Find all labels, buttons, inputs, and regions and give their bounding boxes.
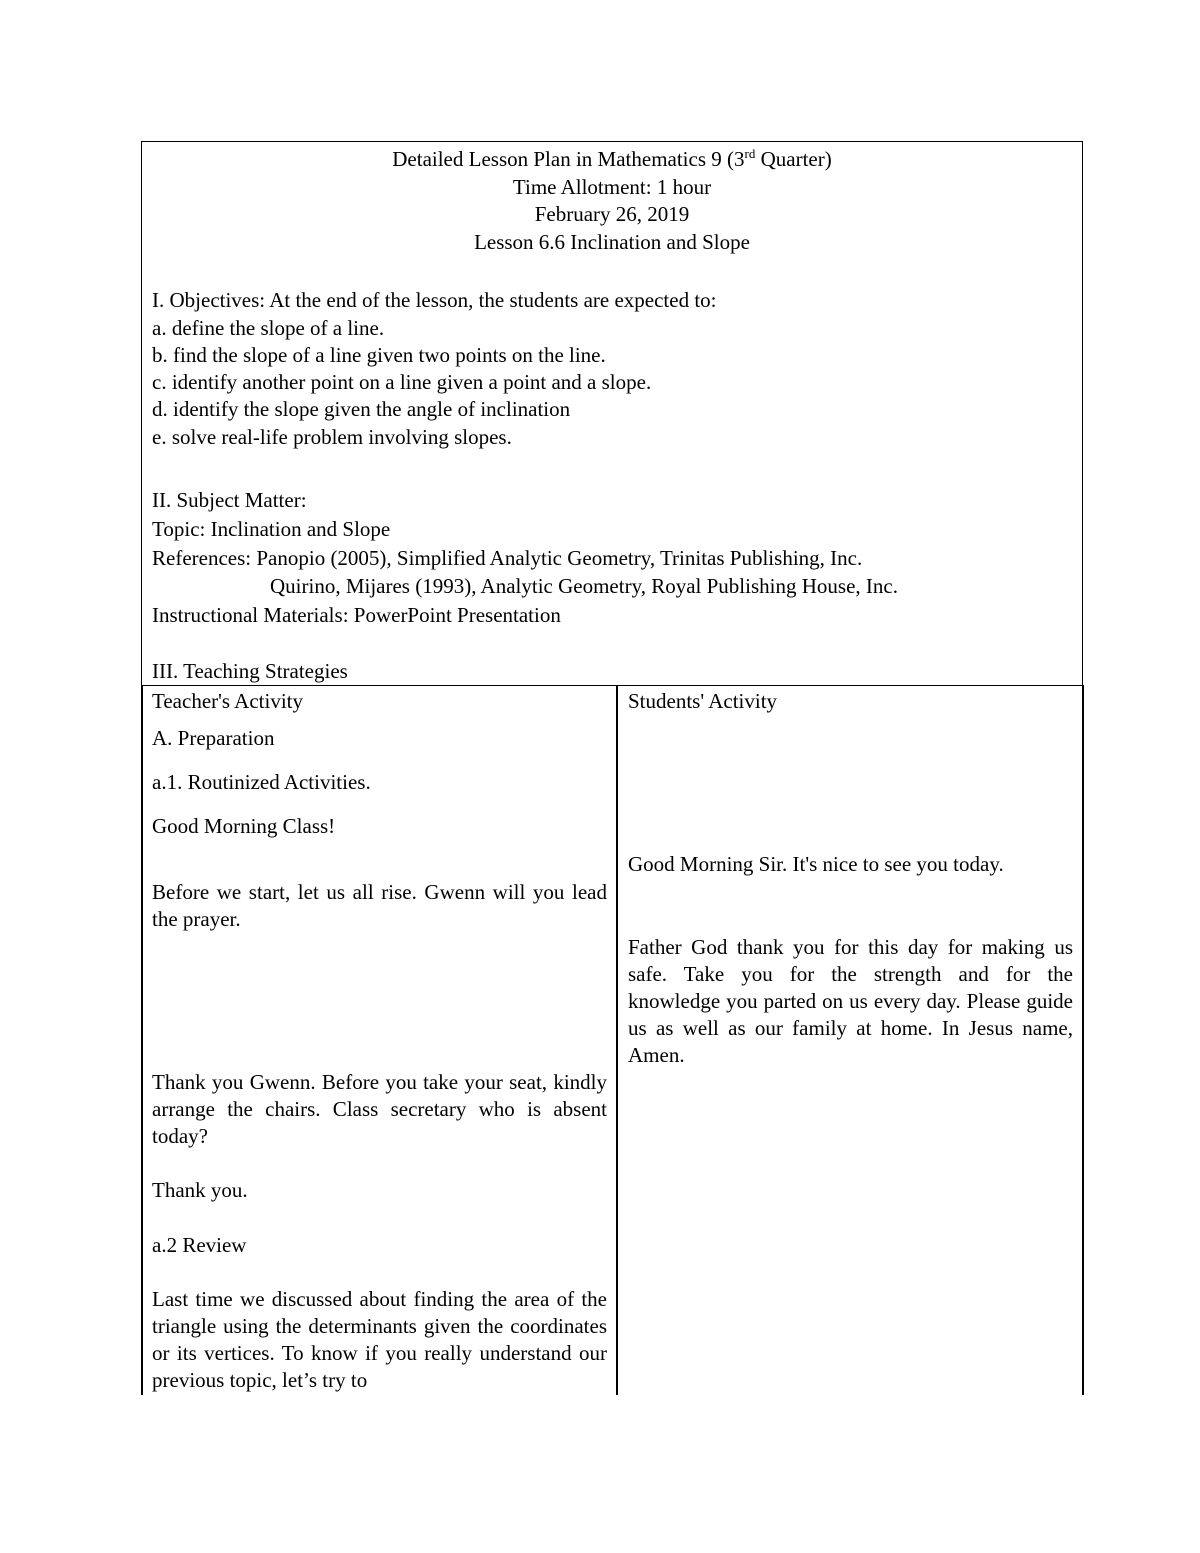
instructional-materials: Instructional Materials: PowerPoint Presentation	[152, 603, 561, 627]
table-border-left	[141, 685, 143, 1395]
teacher-thank-you: Thank you.	[152, 1178, 248, 1202]
subject-matter-heading: II. Subject Matter:	[152, 488, 307, 512]
student-column-header: Students' Activity	[628, 689, 778, 713]
teacher-prayer-request: Before we start, let us all rise. Gwenn will you lead the prayer.	[152, 880, 607, 931]
teacher-preparation: A. Preparation	[152, 726, 275, 750]
table-column-divider	[616, 685, 618, 1395]
lesson-header-box	[141, 141, 1083, 685]
lesson-title: Lesson 6.6 Inclination and Slope	[474, 229, 750, 254]
teaching-strategies-heading: III. Teaching Strategies	[152, 659, 348, 683]
student-prayer: Father God thank you for this day for making us safe. Take you for the strength and for the knowledge you parted on us every day. Please guide us as well as our family at home. In Jesus name, Amen.	[628, 935, 1073, 1067]
objective-item: e. solve real-life problem involving slopes.	[152, 425, 512, 449]
table-border-right	[1082, 685, 1084, 1395]
objective-item: b. find the slope of a line given two points on the line.	[152, 343, 606, 367]
objective-item: a. define the slope of a line.	[152, 316, 385, 340]
teacher-greeting: Good Morning Class!	[152, 814, 336, 838]
topic: Topic: Inclination and Slope	[152, 517, 391, 541]
time-allotment: Time Allotment: 1 hour	[512, 174, 712, 199]
student-greeting: Good Morning Sir. It's nice to see you today.	[628, 852, 1004, 876]
teacher-thanks-gwenn: Thank you Gwenn. Before you take your seat, kindly arrange the chairs. Class secretary who is absent today?	[152, 1070, 607, 1148]
objectives-heading: I. Objectives: At the end of the lesson, the students are expected to:	[152, 288, 717, 312]
teacher-column-header: Teacher's Activity	[152, 689, 304, 713]
references-line-2: Quirino, Mijares (1993), Analytic Geometry, Royal Publishing House, Inc.	[270, 574, 898, 598]
objective-item: d. identify the slope given the angle of inclination	[152, 397, 571, 421]
references-line-1: References: Panopio (2005), Simplified Analytic Geometry, Trinitas Publishing, Inc.	[152, 546, 863, 570]
document-title: Detailed Lesson Plan in Mathematics 9 (3rd Quarter)	[392, 146, 832, 171]
teacher-routinized: a.1. Routinized Activities.	[152, 770, 371, 794]
title-block	[142, 146, 1082, 256]
objective-item: c. identify another point on a line given a point and a slope.	[152, 370, 652, 394]
teacher-review-heading: a.2 Review	[152, 1233, 247, 1257]
lesson-date: February 26, 2019	[534, 202, 690, 226]
teacher-review-text: Last time we discussed about finding the area of the triangle using the determinants given the coordinates or its vertices. To know if you really understand our previous topic, let’s try to	[152, 1287, 607, 1392]
